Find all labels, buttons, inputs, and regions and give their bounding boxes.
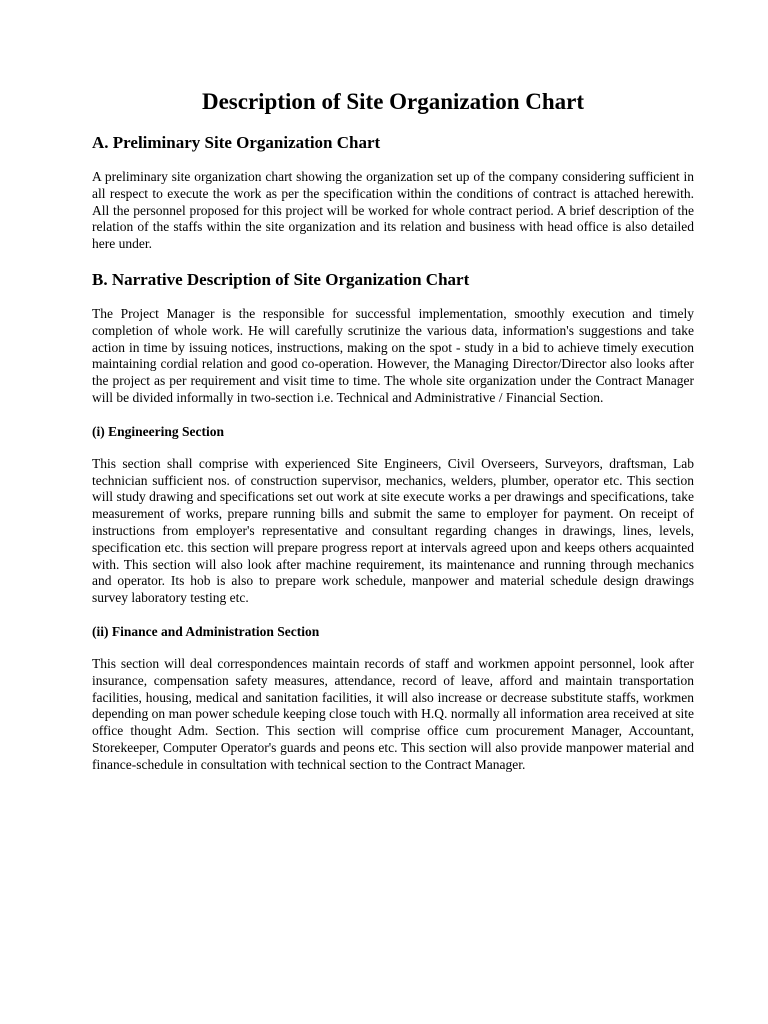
section-a-heading: A. Preliminary Site Organization Chart xyxy=(92,133,381,152)
page-title: Description of Site Organization Chart xyxy=(201,89,584,114)
finance-section-heading: (ii) Finance and Administration Section xyxy=(92,623,320,639)
finance-section-paragraph: This section will deal correspondences maintain records of staff and workmen appoint personnel, look after insurance, compensation safety measures, attendance, record of leave, afford and maintain transportation facilities, housing, medical and sanitation facilities, it will also increase or decrease substitute staffs, workmen depending on man power schedule keeping close touch with H.Q. normally all information area received at site office thought Adm. Section. This section will comprise office cum procurement Manager, Accountant, Storekeeper, Computer Operator's guards and peons etc. This section will also provide manpower material and finance-schedule in consultation with technical section to the Contract Manager. xyxy=(92,655,694,772)
document-page xyxy=(92,86,694,790)
engineering-section-heading: (i) Engineering Section xyxy=(92,423,224,439)
engineering-section-paragraph: This section shall comprise with experienced Site Engineers, Civil Overseers, Surveyors, draftsman, Lab technician sufficient nos. of construction supervisor, mechanics, welders, plumber, operator etc. This section will study drawing and specifications set out work at site execute works a per drawings and specifications, take measurement of works, prepare running bills and submit the same to employer for payment. On receipt of instructions from employer's representative and consultant regarding changes in drawings, lines, levels, specification etc. this section will prepare progress report at intervals agreed upon and keeps others acquainted with. This section will also look after machine requirement, its maintenance and running through mechanics and operator. Its hob is also to prepare work schedule, manpower and material schedule design drawings survey laboratory testing etc. xyxy=(92,455,694,606)
section-b-paragraph: The Project Manager is the responsible for successful implementation, smoothly execution and timely completion of whole work. He will carefully scrutinize the various data, information's suggestions and take action in time by issuing notices, instructions, making on the spot - study in a bid to achieve timely execution maintaining cordial relation and good co-operation. However, the Managing Director/Director also looks after the project as per requirement and visit time to time. The whole site organization under the Contract Manager will be divided informally in two-section i.e. Technical and Administrative / Financial Section. xyxy=(92,305,694,405)
section-a-paragraph: A preliminary site organization chart showing the organization set up of the company considering sufficient in all respect to execute the work as per the specification within the conditions of contract is attached herewith. All the personnel proposed for this project will be worked for whole contract period. A brief description of the relation of the staffs within the site organization and its relation and business with head office is also detailed here under. xyxy=(92,169,694,252)
section-b-heading: B. Narrative Description of Site Organization Chart xyxy=(92,269,470,289)
